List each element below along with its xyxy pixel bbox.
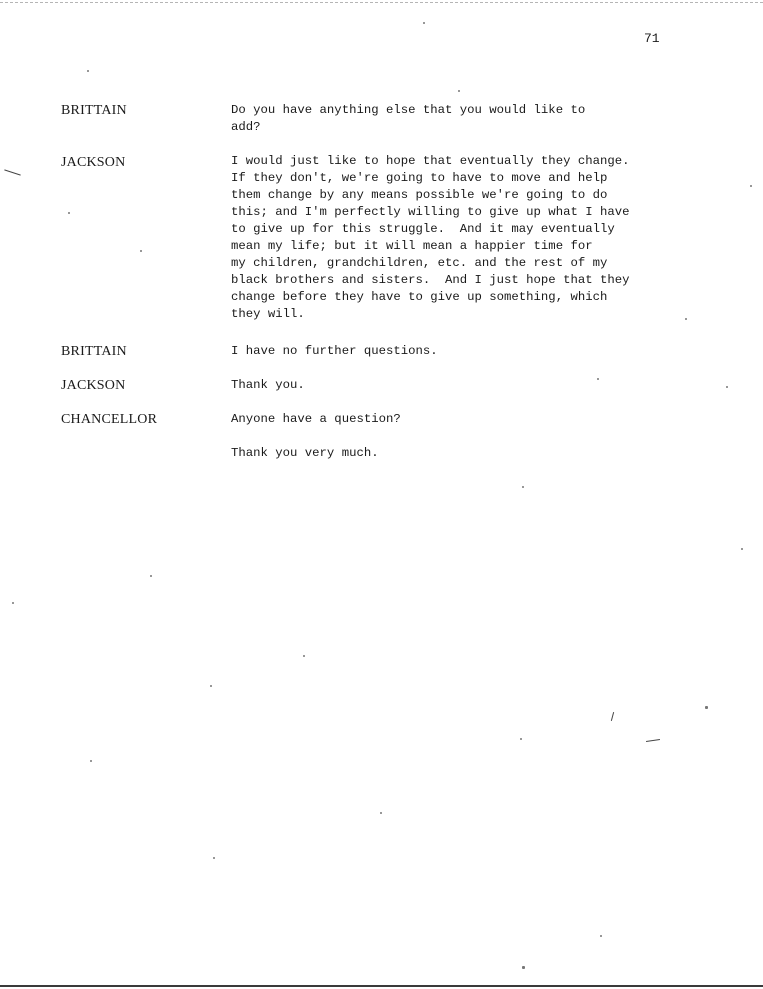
scan-speck (597, 378, 599, 380)
speech-line: Anyone have a question? (231, 412, 401, 426)
scan-speck (87, 70, 89, 72)
scan-speck (750, 185, 752, 187)
page-bottom-rule (0, 985, 763, 987)
scan-speck (741, 548, 743, 550)
speech-line: change before they have to give up something, which (231, 290, 608, 304)
speech-text (231, 153, 671, 323)
scan-speck (600, 935, 602, 937)
scan-mark (4, 169, 20, 175)
scan-speck (726, 386, 728, 388)
scan-speck (522, 966, 525, 969)
scan-speck (213, 857, 215, 859)
speech-line: this; and I'm perfectly willing to give up what I have (231, 205, 630, 219)
scan-mark (646, 739, 660, 742)
scan-speck (150, 575, 152, 577)
speech-line: my children, grandchildren, etc. and the rest of my (231, 256, 608, 270)
scan-speck (90, 760, 92, 762)
scan-speck (68, 212, 70, 214)
scan-speck (685, 318, 687, 320)
speech-text (231, 343, 671, 360)
speaker-label: BRITTAIN (61, 344, 127, 359)
speaker-label: JACKSON (61, 155, 126, 170)
scan-mark (611, 712, 614, 721)
speaker-label: CHANCELLOR (61, 412, 158, 427)
scan-speck (140, 250, 142, 252)
speech-text (231, 411, 671, 428)
scan-speck (423, 22, 425, 24)
scan-speck (458, 90, 460, 92)
speech-line: If they don't, we're going to have to move and help (231, 171, 608, 185)
scan-speck (705, 706, 708, 709)
page-top-border (0, 2, 763, 3)
speech-line: Thank you very much. (231, 446, 379, 460)
speaker-label: JACKSON (61, 378, 126, 393)
scan-speck (380, 812, 382, 814)
speech-line: I would just like to hope that eventually they change. (231, 154, 630, 168)
speech-text (231, 445, 671, 462)
speech-line: Thank you. (231, 378, 305, 392)
scan-speck (12, 602, 14, 604)
speech-line: to give up for this struggle. And it may eventually (231, 222, 615, 236)
speech-line: they will. (231, 307, 305, 321)
speech-line: them change by any means possible we're going to do (231, 188, 608, 202)
speech-text (231, 102, 671, 136)
speech-line: add? (231, 120, 261, 134)
speech-line: black brothers and sisters. And I just hope that they (231, 273, 630, 287)
scan-speck (210, 685, 212, 687)
page-number: 71 (644, 31, 660, 46)
speech-line: I have no further questions. (231, 344, 438, 358)
speech-line: Do you have anything else that you would like to (231, 103, 586, 117)
speech-text (231, 377, 671, 394)
speech-line: mean my life; but it will mean a happier time for (231, 239, 593, 253)
scan-speck (522, 486, 524, 488)
scan-speck (520, 738, 522, 740)
speaker-label: BRITTAIN (61, 103, 127, 118)
scan-speck (303, 655, 305, 657)
